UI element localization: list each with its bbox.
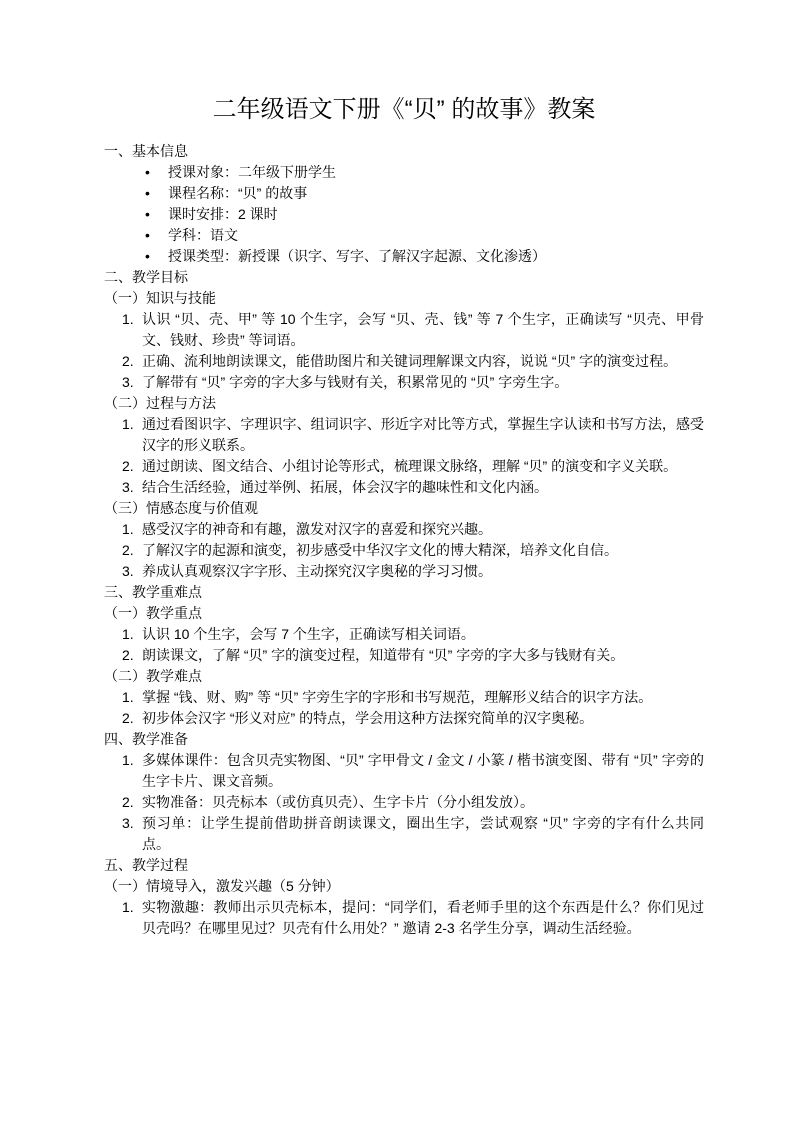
list-item-text: 授课对象：二年级下册学生 (168, 164, 336, 180)
list-item-text: 课程名称：“贝” 的故事 (168, 185, 308, 201)
sub-section-heading: （二）教学难点 (104, 668, 202, 684)
numbered-list-item (104, 813, 704, 855)
list-item-number: 2. (122, 353, 134, 369)
numbered-list-item (104, 624, 704, 645)
bullet-icon: • (145, 227, 150, 243)
list-item-number: 1. (122, 752, 134, 768)
bullet-icon: • (145, 185, 150, 201)
document-title: 二年级语文下册《“贝” 的故事》教案 (212, 96, 596, 123)
list-item-text: 课时安排：2 课时 (168, 206, 278, 222)
sub-section-heading: （一）教学重点 (104, 605, 202, 621)
list-item-text: 实物准备：贝壳标本（或仿真贝壳）、生字卡片（分小组发放）。 (142, 794, 534, 810)
list-item-text: 授课类型：新授课（识字、写字、了解汉字起源、文化渗透） (168, 248, 546, 264)
list-item-number: 3. (122, 374, 134, 390)
section-heading: 五、教学过程 (104, 857, 188, 873)
numbered-list-item (104, 414, 704, 456)
numbered-list-item (104, 456, 704, 477)
numbered-list-item (104, 540, 704, 561)
list-item-text: 养成认真观察汉字字形、主动探究汉字奥秘的学习习惯。 (142, 563, 492, 579)
list-item-text: 预习单：让学生提前借助拼音朗读课文，圈出生字，尝试观察 “贝” 字旁的字有什么共同点。 (142, 815, 704, 852)
section-heading: 四、教学准备 (104, 731, 188, 747)
list-item-text: 朗读课文，了解 “贝” 字的演变过程，知道带有 “贝” 字旁的字大多与钱财有关。 (142, 647, 625, 663)
list-item-text: 掌握 “钱、财、购” 等 “贝” 字旁生字的字形和书写规范，理解形义结合的识字方法。 (142, 689, 653, 705)
numbered-list-item (104, 351, 704, 372)
list-item-number: 2. (122, 458, 134, 474)
list-item-number: 3. (122, 479, 134, 495)
list-item-number: 2. (122, 794, 134, 810)
list-item-text: 通过看图识字、字理识字、组词识字、形近字对比等方式，掌握生字认读和书写方法，感受汉字的形义联系。 (142, 416, 704, 453)
numbered-list-item (104, 687, 704, 708)
list-item-number: 2. (122, 542, 134, 558)
list-item-text: 结合生活经验，通过举例、拓展，体会汉字的趣味性和文化内涵。 (142, 479, 548, 495)
sub-section-heading: （二）过程与方法 (104, 395, 216, 411)
list-item-number: 1. (122, 626, 134, 642)
numbered-list-item (104, 645, 704, 666)
list-item-text: 实物激趣：教师出示贝壳标本，提问：“同学们，看老师手里的这个东西是什么？你们见过贝壳吗？在哪里见过？贝壳有什么用处？” 邀请 2-3 名学生分享，调动生活经验。 (142, 899, 704, 936)
list-item-number: 1. (122, 521, 134, 537)
bullet-list-item (104, 183, 704, 204)
list-item-text: 通过朗读、图文结合、小组讨论等形式，梳理课文脉络，理解 “贝” 的演变和字义关联。 (142, 458, 678, 474)
numbered-list-item (104, 750, 704, 792)
list-item-number: 2. (122, 710, 134, 726)
numbered-list-item (104, 309, 704, 351)
bullet-icon: • (145, 164, 150, 180)
sub-section-heading: （一）知识与技能 (104, 290, 216, 306)
list-item-text: 了解带有 “贝” 字旁的字大多与钱财有关，积累常见的 “贝” 字旁生字。 (142, 374, 569, 390)
bullet-list-item (104, 204, 704, 225)
bullet-icon: • (145, 206, 150, 222)
numbered-list-item (104, 897, 704, 939)
numbered-list-item (104, 792, 704, 813)
list-item-text: 了解汉字的起源和演变，初步感受中华汉字文化的博大精深，培养文化自信。 (142, 542, 618, 558)
numbered-list-item (104, 477, 704, 498)
list-item-number: 3. (122, 815, 134, 831)
list-item-text: 学科：语文 (168, 227, 238, 243)
numbered-list-item (104, 561, 704, 582)
list-item-number: 1. (122, 899, 134, 915)
bullet-list-item (104, 246, 704, 267)
list-item-number: 1. (122, 416, 134, 432)
numbered-list-item (104, 519, 704, 540)
list-item-number: 1. (122, 311, 134, 327)
bullet-icon: • (145, 248, 150, 264)
list-item-text: 初步体会汉字 “形义对应” 的特点，学会用这种方法探究简单的汉字奥秘。 (142, 710, 594, 726)
list-item-number: 3. (122, 563, 134, 579)
numbered-list-item (104, 708, 704, 729)
list-item-text: 认识 “贝、壳、甲” 等 10 个生字，会写 “贝、壳、钱” 等 7 个生字，正确读写 “贝壳、甲骨文、钱财、珍贵” 等词语。 (142, 311, 704, 348)
section-heading: 二、教学目标 (104, 269, 188, 285)
bullet-list-item (104, 162, 704, 183)
list-item-text: 正确、流利地朗读课文，能借助图片和关键词理解课文内容，说说 “贝” 字的演变过程。 (142, 353, 678, 369)
bullet-list-item (104, 225, 704, 246)
list-item-number: 2. (122, 647, 134, 663)
sub-section-heading: （三）情感态度与价值观 (104, 500, 258, 516)
section-heading: 三、教学重难点 (104, 584, 202, 600)
document-body (104, 141, 704, 939)
sub-section-heading: （一）情境导入，激发兴趣（5 分钟） (104, 878, 340, 894)
list-item-text: 感受汉字的神奇和有趣，激发对汉字的喜爱和探究兴趣。 (142, 521, 492, 537)
list-item-text: 多媒体课件：包含贝壳实物图、“贝” 字甲骨文 / 金文 / 小篆 / 楷书演变图、带有 “贝” 字旁的生字卡片、课文音频。 (142, 752, 704, 789)
numbered-list-item (104, 372, 704, 393)
list-item-text: 认识 10 个生字，会写 7 个生字，正确读写相关词语。 (142, 626, 475, 642)
section-heading: 一、基本信息 (104, 143, 188, 159)
list-item-number: 1. (122, 689, 134, 705)
